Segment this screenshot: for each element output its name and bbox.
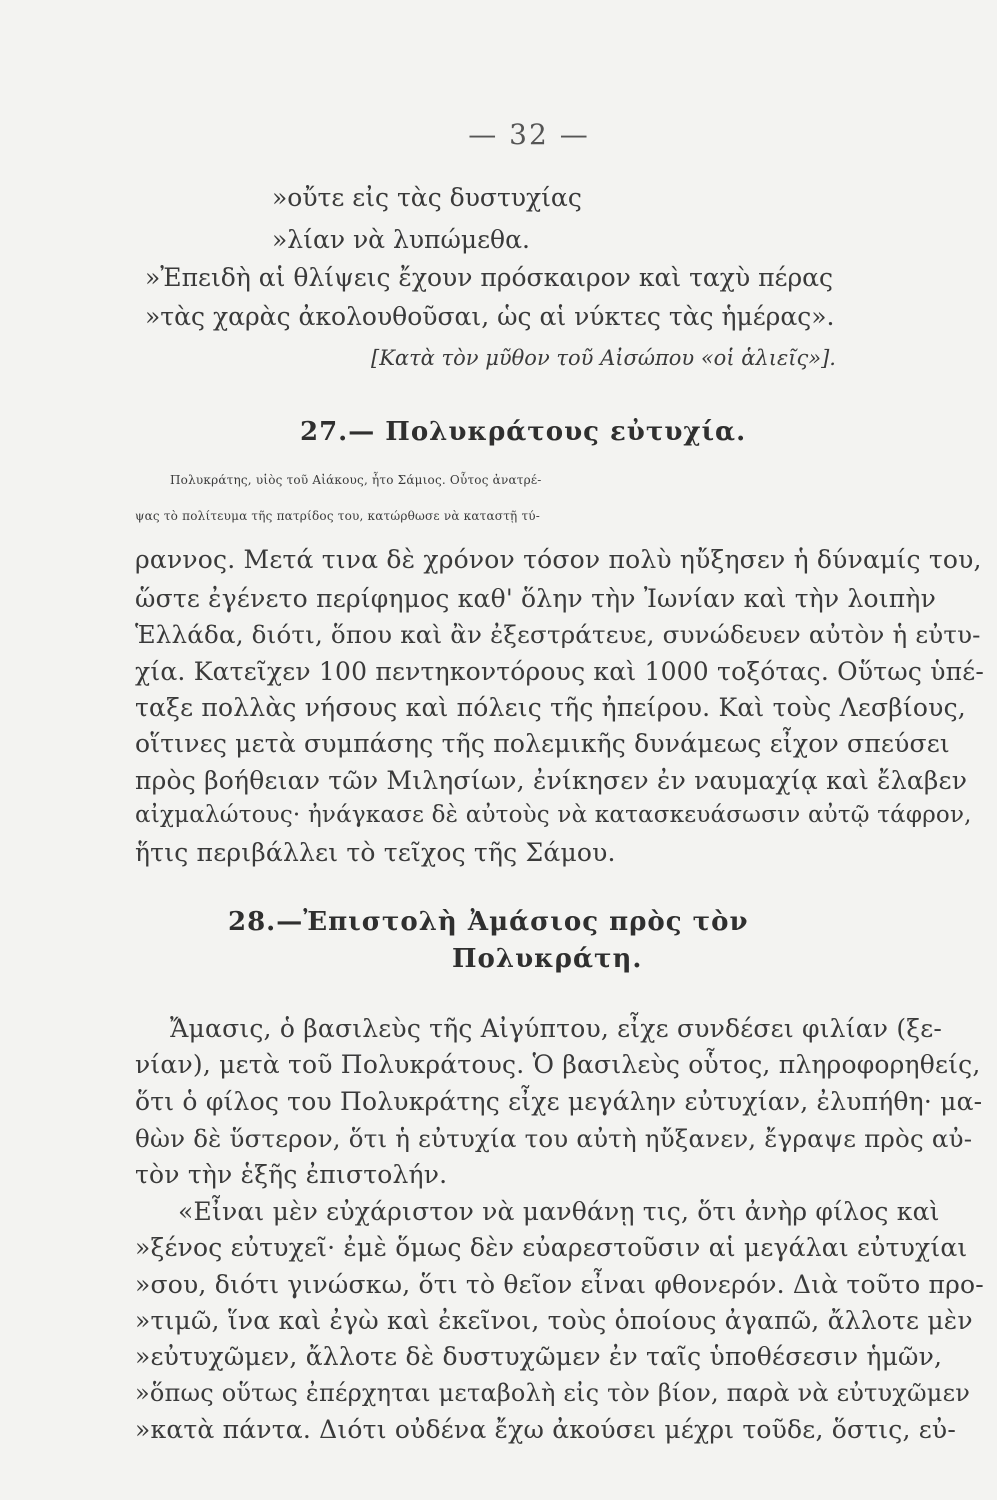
poem-line: »τὰς χαρὰς ἀκολουθοῦσαι, ὡς αἱ νύκτες τὰς ἡμέρας». [145,302,835,331]
text-line: ραννος. Μετά τινα δὲ χρόνον τόσον πολὺ ηὔξησεν ἡ δύναμίς του, [135,545,982,574]
poem-line: »λίαν νὰ λυπώμεθα. [272,225,530,254]
text-line: τὸν τὴν ἑξῆς ἐπιστολήν. [135,1160,448,1189]
text-line: »ὅπως οὕτως ἐπέρχηται μεταβολὴ εἰς τὸν βίον, παρὰ νὰ εὐτυχῶμεν [135,1379,971,1407]
text-line: χία. Κατεῖχεν 100 πεντηκοντόρους καὶ 1000 τοξότας. Οὕτως ὑπέ- [135,657,985,686]
text-line: πρὸς βοήθειαν τῶν Μιλησίων, ἐνίκησεν ἐν ναυμαχίᾳ καὶ ἔλαβεν [135,766,968,795]
section-28-heading: 28.—Ἐπιστολὴ Ἀμάσιος πρὸς τὸν [228,907,749,937]
page-number: — 32 — [468,118,590,151]
text-line: Ἄμασις, ὁ βασιλεὺς τῆς Αἰγύπτου, εἶχε συνδέσει φιλίαν (ξε- [170,1014,943,1043]
text-line: οἵτινες μετὰ συμπάσης τῆς πολεμικῆς δυνάμεως εἶχον σπεύσει [135,729,950,758]
section-28-heading-cont: Πολυκράτη. [452,944,643,974]
text-line: ταξε πολλὰς νήσους καὶ πόλεις τῆς ἠπείρου. Καὶ τοὺς Λεσβίους, [135,693,966,722]
text-line: νίαν), μετὰ τοῦ Πολυκράτους. Ὁ βασιλεὺς οὗτος, πληροφορηθείς, [135,1050,981,1079]
text-line: ὥστε ἐγένετο περίφημος καθ' ὅλην τὴν Ἰωνίαν καὶ τὴν λοιπὴν [135,584,936,613]
text-line: Ἑλλάδα, διότι, ὅπου καὶ ἂν ἐξεστράτευε, συνώδευεν αὐτὸν ἡ εὐτυ- [135,620,981,649]
text-line: »σου, διότι γινώσκω, ὅτι τὸ θεῖον εἶναι φθονερόν. Διὰ τοῦτο προ- [135,1270,984,1299]
text-line: »τιμῶ, ἵνα καὶ ἐγὼ καὶ ἐκεῖνοι, τοὺς ὁποίους ἀγαπῶ, ἄλλοτε μὲν [135,1306,973,1335]
text-line: «Εἶναι μὲν εὐχάριστον νὰ μανθάνῃ τις, ὅτι ἀνὴρ φίλος καὶ [178,1197,940,1226]
text-line: »εὐτυχῶμεν, ἄλλοτε δὲ δυστυχῶμεν ἐν ταῖς ὑποθέσεσιν ἡμῶν, [135,1342,943,1371]
poem-line: »Ἐπειδὴ αἱ θλίψεις ἔχουν πρόσκαιρον καὶ ταχὺ πέρας [145,263,834,292]
text-line: αἰχμαλώτους· ἠνάγκασε δὲ αὐτοὺς νὰ κατασκευάσωσιν αὐτῷ τάφρον, [135,802,972,828]
poem-line: »οὔτε εἰς τὰς δυστυχίας [272,183,582,212]
text-line: »κατὰ πάντα. Διότι οὐδένα ἔχω ἀκούσει μέχρι τοῦδε, ὅστις, εὐ- [135,1415,956,1444]
section-27-heading: 27.— Πολυκράτους εὐτυχία. [300,417,747,447]
text-line: ὅτι ὁ φίλος του Πολυκράτης εἶχε μεγάλην εὐτυχίαν, ἐλυπήθη· μα- [135,1087,983,1116]
text-line: ψας τὸ πολίτευμα τῆς πατρίδος του, κατώρθωσε νὰ καταστῇ τύ- [135,509,541,523]
text-line: »ξένος εὐτυχεῖ· ἐμὲ ὅμως δὲν εὐαρεστοῦσιν αἱ μεγάλαι εὐτυχίαι [135,1233,968,1262]
text-line: θὼν δὲ ὕστερον, ὅτι ἡ εὐτυχία του αὐτὴ ηὔξανεν, ἔγραψε πρὸς αὐ- [135,1124,973,1153]
text-line: Πολυκράτης, υἱὸς τοῦ Αἰάκους, ἦτο Σάμιος. Οὗτος ἀνατρέ- [170,473,542,487]
poem-source: [Κατὰ τὸν μῦθον τοῦ Αἰσώπου «οἱ ἁλιεῖς»]. [371,346,836,370]
text-line: ἥτις περιβάλλει τὸ τεῖχος τῆς Σάμου. [135,838,616,867]
